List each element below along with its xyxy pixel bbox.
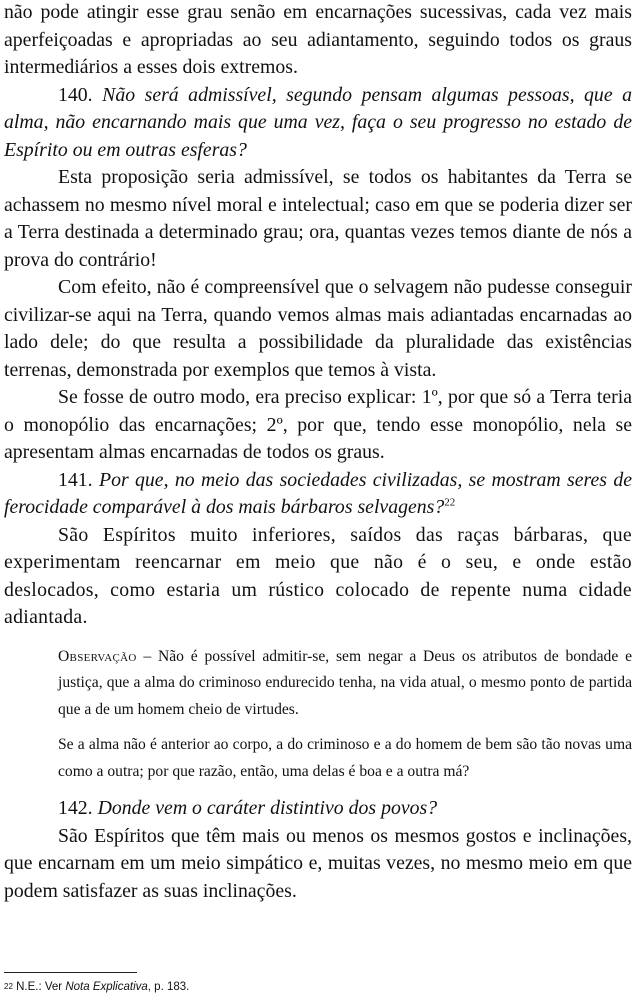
observation-dash: – [136, 647, 158, 665]
answer-140-paragraph-3: Se fosse de outro modo, era preciso explicar: 1º, por que só a Terra teria o monopólio das encarnações; 2º, por que, tendo esse monopólio, nela se apresentam almas encarnadas de todos os graus. [4, 386, 632, 463]
question-text: Por que, no meio das sociedades civilizadas, se mostram seres de ferocidade comparável à dos mais bárbaros selvagens? [4, 468, 632, 518]
answer-140-paragraph-2: Com efeito, não é compreensível que o selvagem não pudesse conseguir civilizar-se aqui na Terra, quando vemos almas mais adiantadas encarnadas ao lado dele; do que resulta a possibilidade da pluralidade das existências terrenas, demonstrada por exemplos que temos à vista. [4, 276, 632, 381]
question-140 [4, 82, 632, 165]
answer-142: São Espíritos que têm mais ou menos os mesmos gostos e inclinações, que encarnam em um meio simpático e, muitas vezes, no mesmo meio em que podem satisfazer as suas inclinações. [4, 824, 632, 902]
question-number: 142. [58, 797, 93, 819]
answer-141: São Espíritos muito inferiores, saídos das raças bárbaras, que experimentam reencarnar em meio que não é o seu, e onde estão deslocados, como estaria um rústico colocado de repente numa cidade adiantada. [4, 523, 632, 628]
observation-heading: Observação [58, 647, 137, 665]
footnote-prefix: N.E.: Ver [12, 981, 66, 993]
footnote-reference[interactable]: 22 [444, 496, 456, 509]
question-text: Donde vem o caráter distintivo dos povos? [97, 797, 438, 819]
observation-text: Não é possível admitir-se, sem negar a Deus os atributos de bondade e justiça, que a alma do criminoso endurecido tenha, na vida atual, o mesmo ponto de partida que a de um homem cheio de virtudes. [58, 647, 632, 718]
question-text: Não será admissível, segundo pensam algumas pessoas, que a alma, não encarnando mais que uma vez, faça o seu progresso no estado de Espírito ou em outras esferas? [4, 83, 632, 161]
question-number: 141. [58, 468, 93, 491]
observation-paragraph-1 [4, 644, 632, 724]
paragraph-continuation: não pode atingir esse grau senão em encarnações sucessivas, cada vez mais aperfeiçoadas e apropriadas ao seu adiantamento, seguindo todos os graus intermediários a esses dois extremos. [4, 1, 632, 78]
footnote-suffix: , p. 183. [147, 981, 190, 993]
observation-paragraph-2: Se a alma não é anterior ao corpo, a do criminoso e a do homem de bem são tão novas uma como a outra; por que razão, então, uma delas é boa e a outra má? [58, 736, 632, 780]
answer-140-paragraph-1: Esta proposição seria admissível, se todos os habitantes da Terra se achassem no mesmo nível moral e intelectual; caso em que se poderia dizer ser a Terra destinada a determinado grau; ora, quantas vezes temos diante de nós a prova do contrário! [4, 166, 632, 271]
footnote-divider [4, 972, 137, 973]
footnote [4, 980, 189, 994]
page-body [4, 0, 632, 905]
footnote-number: 22 [4, 982, 13, 991]
question-142 [4, 795, 632, 823]
question-number: 140. [58, 83, 93, 106]
footnote-title[interactable]: Nota Explicativa [65, 981, 148, 993]
question-141 [4, 467, 632, 522]
